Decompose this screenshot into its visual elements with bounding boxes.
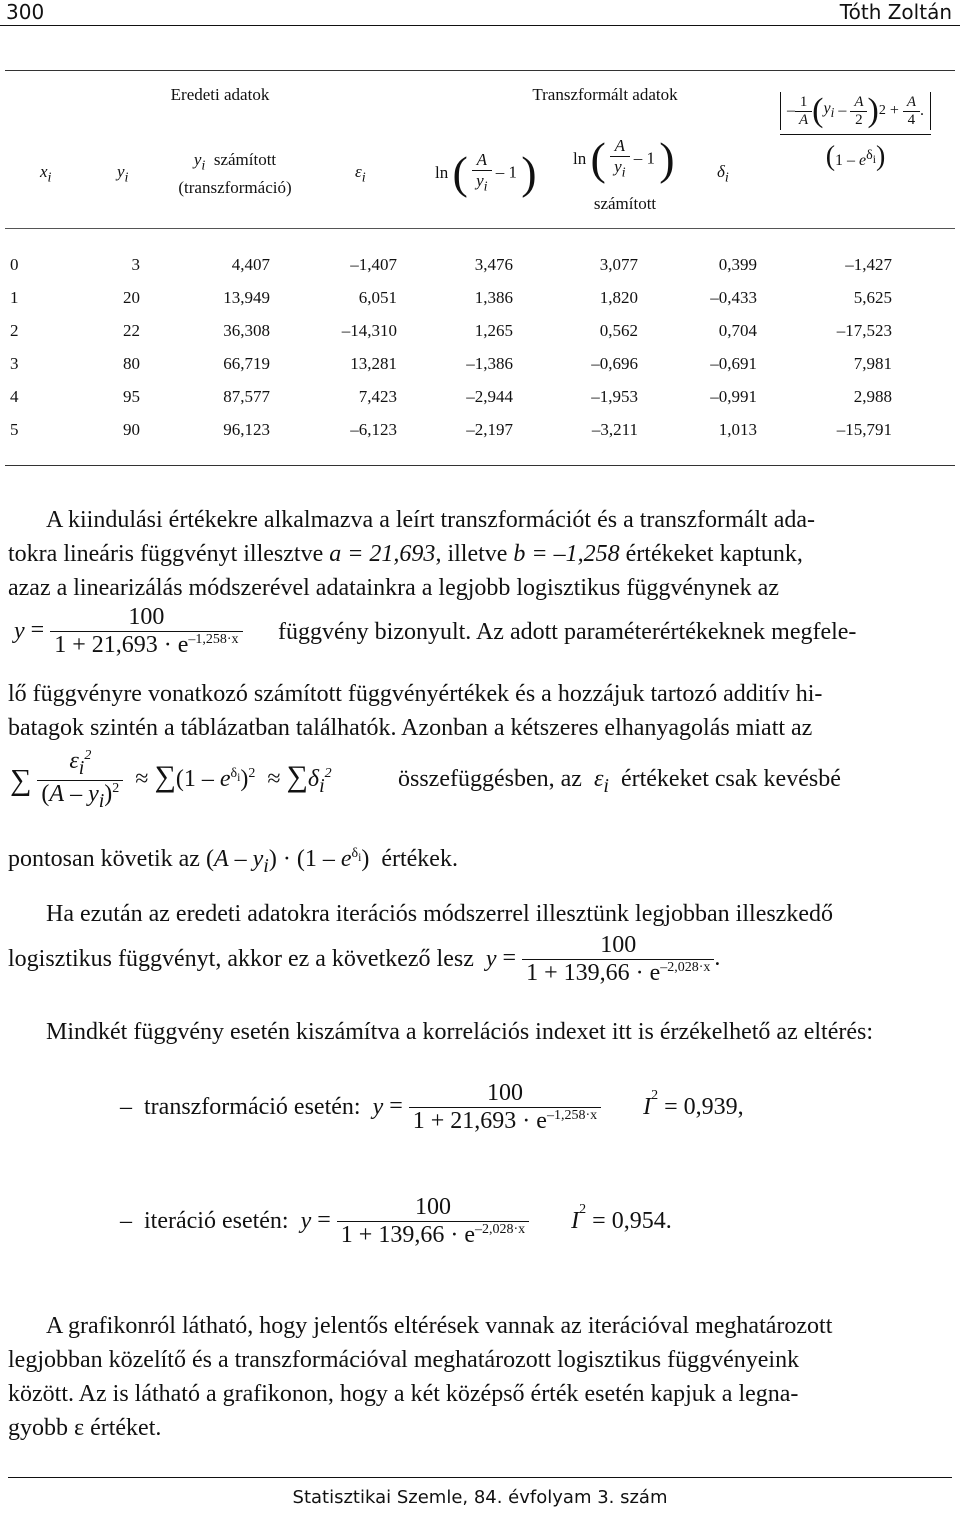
col-header-x: $x_i$ (40, 162, 52, 186)
page-number: 300 (6, 0, 45, 24)
table-cell: 13,281 (350, 354, 397, 373)
table-cell: 2,988 (853, 387, 892, 406)
table-cell: –2,944 (466, 387, 513, 406)
paragraph-1-line-4: függvény bizonyult. Az adott paraméterértékeknek megfele- (278, 619, 857, 645)
paragraph-1-line-2: tokra lineáris függvényt illesztve a = 21,693, illetve b = –1,258 értékeket kaptunk, (8, 541, 803, 567)
table-cell: 87,577 (223, 387, 270, 406)
table-cell: –15,791 (836, 420, 892, 439)
footer-journal: Statisztikai Szemle, 84. évfolyam 3. szám (292, 1487, 668, 1508)
table-bottom-rule (5, 465, 955, 466)
table-cell: 36,308 (223, 321, 270, 340)
table-header-rule (5, 228, 955, 229)
table-cell: 1,265 (474, 321, 513, 340)
table-cell: 4,407 (231, 255, 270, 274)
paragraph-1-line-1: A kiindulási értékekre alkalmazva a leírt transzformációt és a transzformált ada- (46, 507, 815, 533)
col-header-ln: ln ( $\frac{A}{y_i}$ – 1 ) (435, 147, 537, 198)
table-top-rule (5, 70, 955, 71)
table-cell: 3,476 (474, 255, 513, 274)
group-header-transformed: Transzformált adatok (532, 85, 678, 104)
col-header-y: $y_i$ (117, 162, 129, 186)
table-cell: –0,433 (710, 288, 757, 307)
table-cell: 22 (123, 321, 140, 340)
col-header-last: – $\frac{1}{A}$ ( $y_i$ – $\frac{A}{2}$ ) 2 + $\frac{A}{4}$ . $(1 - e^{\delta_i})$ (780, 92, 931, 173)
table-cell: 1 (10, 288, 19, 307)
table-cell: –0,991 (710, 387, 757, 406)
table-cell: 4 (10, 387, 19, 406)
table-cell: 0 (10, 255, 19, 274)
table-cell: 3 (10, 354, 19, 373)
paragraph-1-line-5: lő függvényre vonatkozó számított függvényértékek és a hozzájuk tartozó additív hi- (8, 681, 823, 707)
paragraph-1-line-3: azaz a linearizálás módszerével adatainkra a legjobb logisztikus függvénynek az (8, 575, 779, 601)
table-cell: 7,981 (853, 354, 892, 373)
table-cell: 0,562 (599, 321, 638, 340)
paragraph-3: Mindkét függvény esetén kiszámítva a korrelációs indexet itt is érzékelhető az eltérés: (46, 1019, 874, 1045)
paragraph-1-line-8: pontosan követik az $(A - y_i) \cdot (1 - e^{\delta_i})$ értékek. (8, 846, 458, 877)
running-author: Tóth Zoltán (839, 0, 952, 24)
paragraph-4-line-2: legjobban közelítő és a transzformációval meghatározott logisztikus függvényeink (8, 1347, 800, 1373)
table-cell: 5 (10, 420, 19, 439)
table-cell: –3,211 (591, 420, 638, 439)
table-cell: 90 (123, 420, 140, 439)
table-cell: –14,310 (341, 321, 397, 340)
table-cell: –0,691 (710, 354, 757, 373)
list-item-transformation: – transzformáció esetén: y = $\frac{100}{1 + 21,693 \cdot e^{-1,258\cdot x}}$ $I^2 = 0,939$, (120, 1080, 744, 1134)
paragraph-4-line-3: között. Az is látható a grafikonon, hogy a két középső érték esetén kapjuk a legna- (8, 1381, 799, 1407)
header-rule (0, 25, 960, 26)
table-cell: 5,625 (853, 288, 892, 307)
table-cell: 96,123 (223, 420, 270, 439)
table-cell: 0,704 (718, 321, 757, 340)
col-header-lncalc: ln ( $\frac{A}{y_i}$ – 1 ) (573, 133, 675, 184)
col-header-ycalc: $y_i$ számított (193, 150, 277, 174)
col-header-ycalc-note: (transzformáció) (178, 178, 292, 197)
col-header-delta: $\delta_i$ (717, 162, 729, 186)
table-cell: –1,427 (845, 255, 892, 274)
table-cell: –1,386 (466, 354, 513, 373)
table-cell: 1,820 (599, 288, 638, 307)
paragraph-2-line-2: logisztikus függvényt, akkor ez a következő lesz y = $\frac{100}{1 + 139,66 \cdot e^{-2,028\cdot x}}$ . (8, 932, 721, 986)
table-cell: –1,407 (350, 255, 397, 274)
a-value: a = 21,693 (329, 541, 436, 567)
approximation-formula: ∑ $\frac{\varepsilon_i^2}{(A - y_i)^2}$ ≈ $\sum(1 - e^{\delta_i})^2 \approx \sum\delta_i^2$ (10, 748, 332, 812)
table-cell: –17,523 (836, 321, 892, 340)
table-cell: 7,423 (358, 387, 397, 406)
table-cell: 13,949 (223, 288, 270, 307)
footer-rule (8, 1477, 952, 1478)
table-cell: 80 (123, 354, 140, 373)
table-cell: 20 (123, 288, 140, 307)
paragraph-4-line-4: gyobb ε értéket. (8, 1415, 162, 1441)
col-header-eps: $\varepsilon_i$ (355, 162, 366, 186)
table-cell: 1,386 (474, 288, 513, 307)
table-cell: –1,953 (591, 387, 638, 406)
table-cell: –2,197 (466, 420, 513, 439)
paragraph-2-line-1: Ha ezután az eredeti adatokra iterációs módszerrel illesztünk legjobban illeszkedő (46, 901, 833, 927)
table-cell: 6,051 (358, 288, 397, 307)
formula-transformation: y = $\frac{100}{1 + 21,693 \cdot e^{-1,258\cdot x}}$ (14, 604, 243, 659)
table-cell: 0,399 (718, 255, 757, 274)
col-header-lncalc-note: számított (593, 194, 657, 213)
list-item-iteration: – iteráció esetén: y = $\frac{100}{1 + 139,66 \cdot e^{-2,028\cdot x}}$ $I^2 = 0,954$. (120, 1194, 672, 1248)
table-cell: 66,719 (223, 354, 270, 373)
table-cell: 3,077 (599, 255, 638, 274)
table-cell: 1,013 (718, 420, 757, 439)
b-value: b = –1,258 (513, 541, 620, 567)
table-cell: 3 (131, 255, 140, 274)
table-cell: 2 (10, 321, 19, 340)
paragraph-4-line-1: A grafikonról látható, hogy jelentős eltérések vannak az iterációval meghatározott (46, 1313, 833, 1339)
table-cell: 95 (123, 387, 140, 406)
group-header-original: Eredeti adatok (170, 85, 270, 104)
paragraph-1-line-7: összefüggésben, az $\varepsilon_i$ értékeket csak kevésbé (398, 766, 841, 797)
paragraph-1-line-6: batagok szintén a táblázatban találhatók. Azonban a kétszeres elhanyagolás miatt az (8, 715, 813, 741)
table-cell: –0,696 (591, 354, 638, 373)
table-cell: –6,123 (350, 420, 397, 439)
